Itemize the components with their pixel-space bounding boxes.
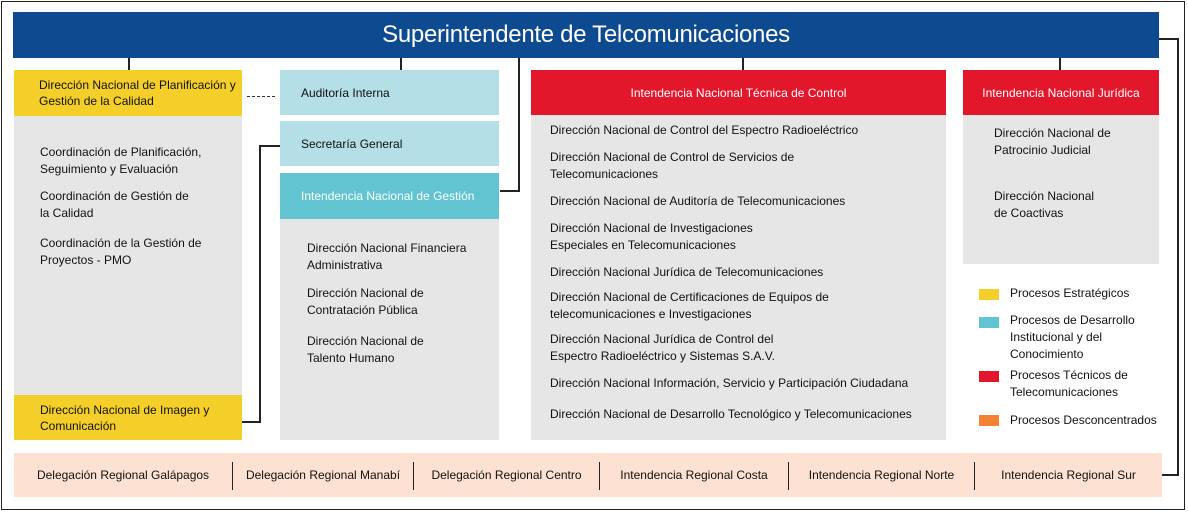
connector-right-v — [1177, 38, 1179, 476]
planning-item-2: Coordinación de Gestión de la Calidad — [40, 189, 189, 220]
tech-item-1: Dirección Nacional de Control del Espectro Radioeléctrico — [550, 123, 859, 137]
gestion-item-2: Dirección Nacional de Contratación Pública — [307, 286, 424, 317]
superintendent-box — [13, 12, 1159, 58]
tech-item-3: Dirección Nacional de Auditoría de Telecomunicaciones — [550, 194, 846, 208]
regional-centro: Delegación Regional Centro — [431, 468, 582, 482]
legend-label-strategic: Procesos Estratégicos — [1010, 286, 1130, 300]
auditoria-box — [280, 70, 499, 115]
planning-item-1: Coordinación de Planificación, Seguimiento y Evaluación — [40, 145, 202, 176]
legal-item-2: Dirección Nacional de Coactivas — [994, 189, 1095, 220]
legend-label-technical: Procesos Técnicos de Telecomunicaciones — [1010, 368, 1128, 399]
regional-galapagos: Delegación Regional Galápagos — [36, 468, 210, 482]
bracket-bottom — [242, 421, 261, 423]
tech-item-8: Dirección Nacional Información, Servicio y Participación Ciudadana — [550, 376, 909, 390]
legend-label-deconcentrated: Procesos Desconcentrados — [1010, 413, 1157, 427]
connector-gestion — [518, 58, 520, 192]
gestion-header-text: Intendencia Nacional de Gestión — [301, 189, 475, 203]
planning-item-3: Coordinación de la Gestión de Proyectos - PMO — [40, 236, 202, 267]
tech-item-7: Dirección Nacional Jurídica de Control del Espectro Radioeléctrico y Sistemas S.A.V. — [550, 332, 775, 363]
tech-item-6: Dirección Nacional de Certificaciones de Equipos de telecomunicaciones e Investigaciones — [550, 290, 829, 321]
dashed-connector — [247, 96, 275, 97]
legend-swatch-development — [979, 317, 999, 328]
legal-header — [963, 70, 1159, 115]
gestion-item-1: Dirección Nacional Financiera Administrativa — [307, 241, 467, 272]
regional-sur: Intendencia Regional Sur — [1001, 468, 1136, 482]
gestion-item-3: Dirección Nacional de Talento Humano — [307, 334, 424, 365]
tech-item-5: Dirección Nacional Jurídica de Telecomunicaciones — [550, 265, 824, 279]
legal-header-text: Intendencia Nacional Jurídica — [982, 85, 1140, 100]
auditoria-text: Auditoría Interna — [301, 85, 390, 100]
regional-manabi: Delegación Regional Manabí — [245, 468, 401, 482]
legend-swatch-strategic — [979, 289, 999, 300]
tech-header-text: Intendencia Nacional Técnica de Control — [630, 85, 847, 100]
connector-mid — [400, 58, 402, 70]
image-communication-text: Dirección Nacional de Imagen y Comunicación — [40, 402, 210, 433]
superintendent-title: Superintendente de Telcomunicaciones — [382, 21, 790, 48]
bracket-top — [259, 145, 280, 147]
tech-header — [531, 70, 946, 115]
tech-item-2: Dirección Nacional de Control de Servicios de Telecomunicaciones — [550, 150, 795, 181]
connector-gestion-h — [500, 190, 520, 192]
planning-header-text: Dirección Nacional de Planificación y Gestión de la Calidad — [39, 78, 236, 108]
gestion-header — [280, 173, 499, 219]
tech-item-9: Dirección Nacional de Desarrollo Tecnológico y Telecomunicaciones — [550, 407, 912, 421]
secretaria-text: Secretaría General — [301, 136, 403, 151]
connector-right-top — [1159, 38, 1178, 40]
legend-label-development: Procesos de Desarrollo Institucional y del Conocimiento — [1010, 313, 1135, 361]
legal-item-1: Dirección Nacional de Patrocinio Judicial — [994, 126, 1111, 157]
connector-left — [128, 58, 130, 70]
legend-swatch-deconcentrated — [979, 415, 999, 426]
regional-norte: Intendencia Regional Norte — [808, 468, 955, 482]
connector-tech — [742, 58, 744, 70]
connector-legal — [1059, 58, 1061, 70]
connector-right-bottom — [1162, 474, 1179, 476]
planning-header — [14, 70, 242, 116]
regional-costa: Intendencia Regional Costa — [620, 468, 768, 482]
legend-swatch-technical — [979, 371, 999, 382]
secretaria-box — [280, 121, 499, 166]
tech-item-4: Dirección Nacional de Investigaciones Especiales en Telecomunicaciones — [550, 221, 753, 252]
image-communication-box — [14, 395, 242, 440]
bracket-vertical — [259, 145, 261, 423]
